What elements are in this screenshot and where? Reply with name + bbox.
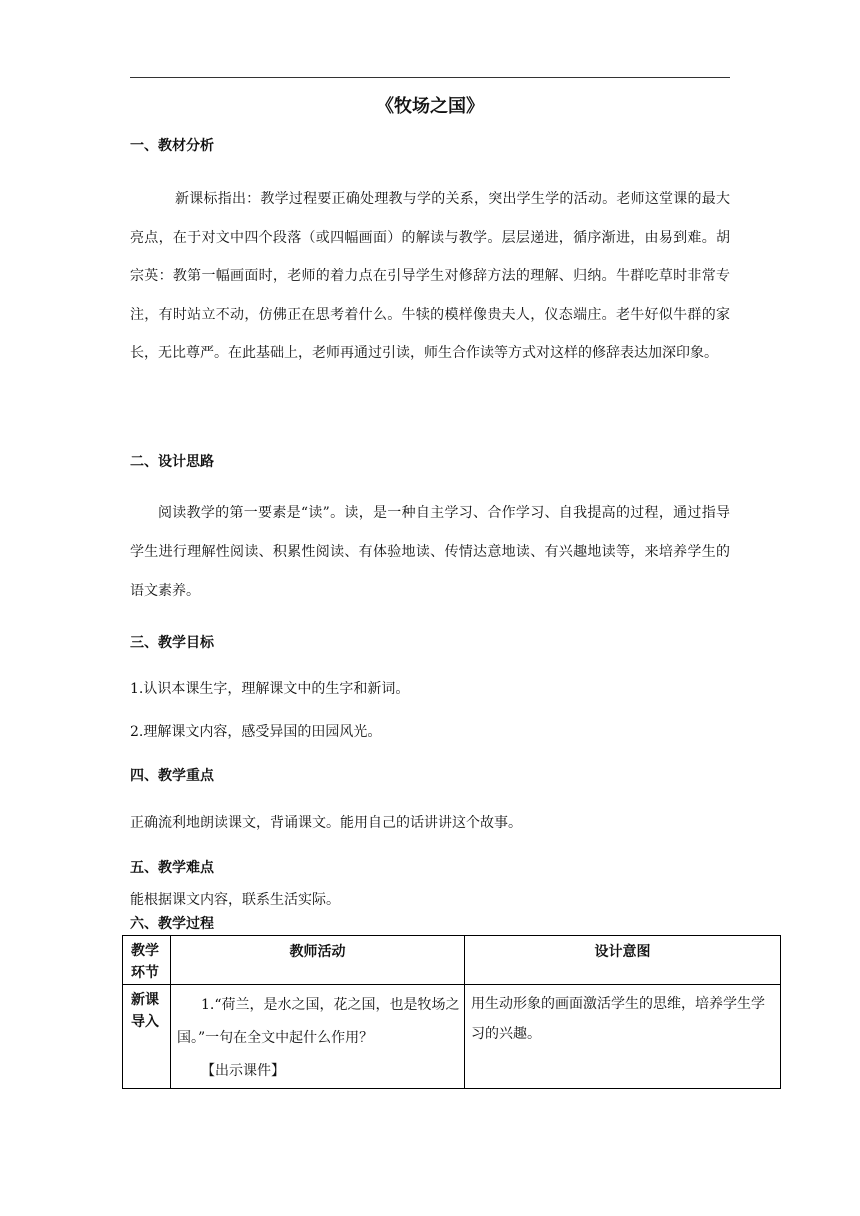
activity-courseware: 【出示课件】	[201, 1063, 285, 1079]
section-text-4: 正确流利地朗读课文，背诵课文。能用自己的话讲讲这个故事。	[130, 815, 522, 831]
header-cell-intent: 设计意图	[465, 936, 781, 985]
section-text-2: 阅读教学的第一要素是“读”。读，是一种自主学习、合作学习、自我提高的过程，通过指导学生进行理解性阅读、积累性阅读、有体验地读、传情达意地读、有兴趣地读等，来培养学生的语文素养。	[130, 505, 730, 599]
header-cell-stage: 教学环节	[123, 936, 171, 985]
intent-cell: 用生动形象的画面激活学生的思维，培养学生学习的兴趣。	[465, 985, 781, 1089]
activity-question: 1.“荷兰，是水之国，花之国，也是牧场之国。”一句在全文中起什么作用？	[177, 997, 460, 1046]
section-heading-1: 一、教材分析	[130, 138, 214, 154]
section-heading-6: 六、教学过程	[130, 916, 214, 932]
section-heading-5: 五、教学难点	[130, 860, 214, 876]
header-cell-activity: 教师活动	[171, 936, 465, 985]
table-row	[123, 985, 781, 1089]
section-text-1: 新课标指出：教学过程要正确处理教与学的关系，突出学生学的活动。老师这堂课的最大亮点，在于对文中四个段落（或四幅画面）的解读与教学。层层递进，循序渐进，由易到难。胡宗英：教第一幅画面时，老师的着力点在引导学生对修辞方法的理解、归纳。牛群吃草时非常专注，有时站立不动，仿佛正在思考着什么。牛犊的模样像贵夫人，仪态端庄。老牛好似牛群的家长，无比尊严。在此基础上，老师再通过引读，师生合作读等方式对这样的修辞表达加深印象。	[130, 191, 730, 362]
goal-item-2: 2.理解课文内容，感受异国的田园风光。	[130, 724, 382, 740]
section-heading-3: 三、教学目标	[130, 635, 214, 651]
goal-item-1: 1.认识本课生字，理解课文中的生字和新词。	[130, 681, 410, 697]
stage-cell: 新课导入	[123, 985, 171, 1089]
process-table	[122, 935, 781, 1089]
table-header-row	[123, 936, 781, 985]
header-rule	[130, 77, 730, 78]
document-title: 《牧场之国》	[376, 96, 484, 117]
section-heading-2: 二、设计思路	[130, 454, 214, 470]
section-text-5: 能根据课文内容，联系生活实际。	[130, 892, 340, 908]
section-heading-4: 四、教学重点	[130, 768, 214, 784]
activity-cell	[171, 985, 465, 1089]
